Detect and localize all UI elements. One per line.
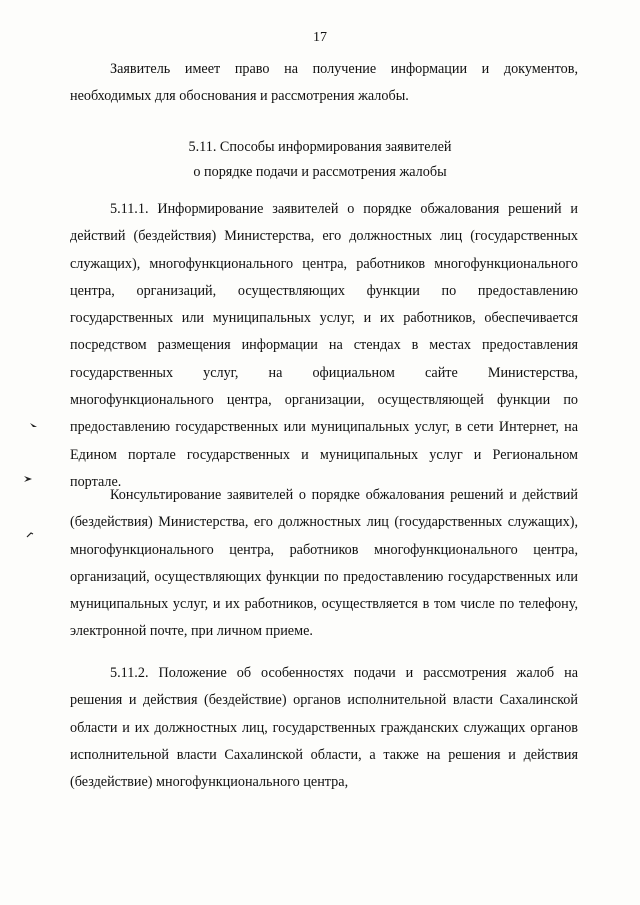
page-number: 17 [313, 30, 327, 45]
scan-mark-3 [26, 532, 34, 538]
scan-mark-2 [24, 476, 32, 482]
paragraph-5-11-1: 5.11.1. Информирование заявителей о порядке обжалования решений и действий (бездействия) Министерства, его должностных лиц (государственных служащих), многофункционального центра, работников многофункционального центра, организаций, осуществляющих функции по предоставлению государственных или муниципальных услуг, и их работников, обеспечивается посредством размещения информации на стендах в местах предоставления государственных услуг, на официальном сайте Министерства, многофункционального центра, организации, осуществляющей функции по предоставлению государственных или муниципальных услуг, в сети Интернет, на Едином портале государственных и муниципальных услуг и Региональном портале. [70, 201, 578, 490]
paragraph-5-11-2: 5.11.2. Положение об особенностях подачи и рассмотрения жалоб на решения и действия (бездействие) органов исполнительной власти Сахалинской области и их должностных лиц, государственных гражданских служащих органов исполнительной власти Сахалинской области, а также на решения и действия (бездействие) многофункционального центра, [70, 665, 578, 791]
section-heading-line-2: о порядке подачи и рассмотрения жалобы [193, 164, 447, 180]
section-heading-line-1: 5.11. Способы информирования заявителей [188, 139, 452, 155]
section-heading [0, 135, 640, 185]
scan-mark-1 [30, 422, 38, 428]
paragraph-right-to-information: Заявитель имеет право на получение информации и документов, необходимых для обоснования и рассмотрения жалобы. [70, 61, 578, 105]
paragraph-consulting: Консультирование заявителей о порядке обжалования решений и действий (бездействия) Министерства, его должностных лиц (государственных служащих), многофункционального центра, работников многофункционального центра, организаций, осуществляющих функции по предоставлению государственных или муниципальных услуг, и их работников, осуществляется в том числе по телефону, электронной почте, при личном приеме. [70, 487, 578, 640]
